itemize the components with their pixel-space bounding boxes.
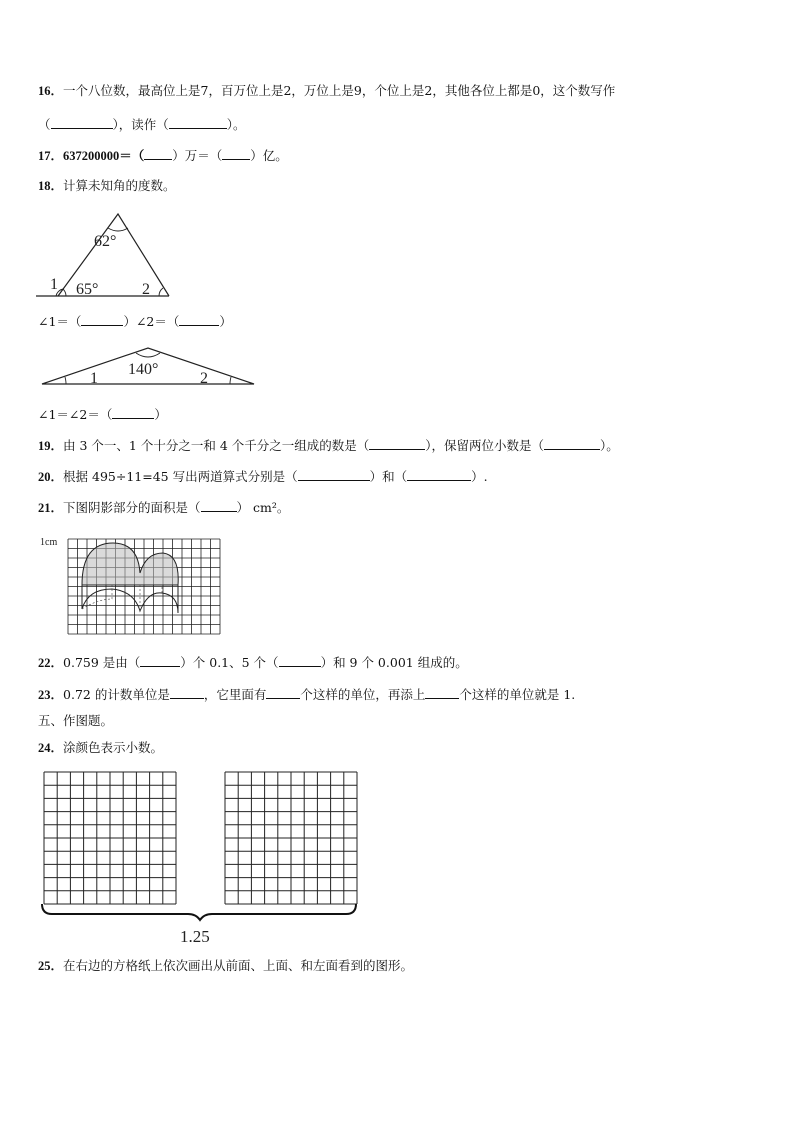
q16-blank-write[interactable] [51, 116, 113, 129]
q24-brace [42, 904, 356, 920]
q17-blank-wan[interactable] [144, 147, 172, 160]
q19-blank-number[interactable] [369, 437, 425, 450]
q24-text: 涂颜色表示小数。 [63, 740, 164, 755]
q16-paren-close: ）。 [226, 117, 246, 132]
q23-text3: 个这样的单位，再添上 [300, 687, 426, 702]
q17-expression: 637200000＝（ [63, 149, 145, 163]
q23-text1: 0.72 的计数单位是 [63, 687, 170, 702]
q16-number: 16． [38, 84, 64, 98]
q23-text4: 个这样的单位就是 1. [459, 687, 576, 702]
q18-answer2 [38, 406, 764, 423]
q23-blank-add[interactable] [425, 686, 459, 699]
q18-text: 计算未知角的度数。 [63, 178, 176, 193]
q18-paren-close-2: ） [154, 407, 167, 422]
q23-number: 23． [38, 688, 64, 702]
q18-fig2-label2: 2 [200, 370, 208, 387]
q16-text: 一个八位数，最高位上是7，百万位上是2，万位上是9，个位上是2，其他各位上都是0，这个数写作 [63, 83, 616, 98]
q25-text: 在右边的方格纸上依次画出从前面、上面、和左面看到的图形。 [63, 958, 414, 973]
q18-obtuse-triangle-figure [40, 345, 256, 387]
q16-line2 [38, 116, 764, 133]
q24-line [38, 740, 764, 756]
q16-read-label: ），读作（ [112, 117, 169, 132]
q20-text3: ）. [471, 469, 488, 484]
q18-fig1-left-angle: 65° [76, 281, 99, 298]
q23-blank-unit[interactable] [170, 686, 204, 699]
q16-line1 [38, 83, 764, 99]
q22-text3: ）和 9 个 0.001 组成的。 [320, 655, 468, 670]
q24-hundred-grid-left[interactable] [44, 772, 176, 904]
q20-number: 20． [38, 470, 64, 484]
q24-hundred-grid-right[interactable] [225, 772, 357, 904]
q22-text1: 0.759 是由（ [63, 655, 141, 670]
q19-blank-rounded[interactable] [544, 437, 600, 450]
q22-blank-count[interactable] [140, 654, 180, 667]
q18-triangle-figure [36, 210, 176, 302]
q20-blank-eq1[interactable] [298, 468, 370, 481]
q20-blank-eq2[interactable] [407, 468, 471, 481]
q20-text1: 根据 495÷11=45 写出两道算式分别是（ [63, 469, 298, 484]
q24-number: 24． [38, 741, 64, 755]
q18-fig1-label1: 1 [50, 276, 58, 293]
q23-blank-count[interactable] [266, 686, 300, 699]
q18-number: 18． [38, 179, 64, 193]
q19-text2: ），保留两位小数是（ [425, 438, 545, 453]
q18-fig2-label1: 1 [90, 370, 98, 387]
q22-text2: ）个 0.1、5 个（ [180, 655, 279, 670]
q16-blank-read[interactable] [169, 116, 227, 129]
q18-angle12-label: ∠1＝∠2＝（ [38, 407, 113, 422]
q23-text2: ，它里面有 [203, 687, 267, 702]
q17-blank-yi[interactable] [222, 147, 250, 160]
q25-line [38, 958, 764, 974]
q18-line [38, 178, 764, 194]
q21-number: 21． [38, 501, 64, 515]
q21-grid-label: 1cm [40, 537, 58, 548]
q18-angle1-label: ∠1＝（ [38, 314, 82, 329]
q17-yi-label: ）亿。 [250, 148, 288, 163]
section5-title: 五、作图题。 [38, 713, 114, 728]
q22-number: 22． [38, 656, 64, 670]
q21-grid-figure [38, 533, 228, 639]
q21-blank-area[interactable] [201, 499, 237, 512]
q20-text2: ）和（ [369, 469, 408, 484]
q20-line [38, 468, 764, 485]
q25-number: 25． [38, 959, 64, 973]
q22-line [38, 654, 764, 671]
q18-blank-angle1[interactable] [81, 313, 123, 326]
q18-paren-close-1: ） [219, 314, 232, 329]
q17-wan-label: ）万＝（ [172, 148, 223, 163]
q21-line [38, 499, 764, 516]
q24-figure [38, 770, 368, 948]
q19-text1: 由 3 个一、1 个十分之一和 4 个千分之一组成的数是（ [63, 438, 370, 453]
q18-angle2-label: ）∠2＝（ [123, 314, 180, 329]
q19-number: 19． [38, 439, 64, 453]
q16-paren-open: （ [38, 117, 51, 132]
q18-blank-angle12[interactable] [112, 406, 154, 419]
q23-line [38, 686, 764, 703]
q18-fig2-top-angle: 140° [128, 361, 159, 378]
q19-line [38, 437, 764, 454]
q24-brace-value: 1.25 [180, 927, 210, 946]
q18-answer1 [38, 313, 764, 330]
q21-text2: ） cm²。 [236, 500, 290, 515]
q18-fig1-label2: 2 [142, 281, 150, 298]
q17-line [38, 147, 764, 164]
q19-text3: ）。 [600, 438, 619, 453]
q22-blank-unit[interactable] [279, 654, 321, 667]
q18-fig1-top-angle: 62° [94, 233, 117, 250]
q18-blank-angle2[interactable] [179, 313, 219, 326]
q21-text1: 下图阴影部分的面积是（ [63, 500, 201, 515]
q17-number: 17． [38, 149, 64, 163]
